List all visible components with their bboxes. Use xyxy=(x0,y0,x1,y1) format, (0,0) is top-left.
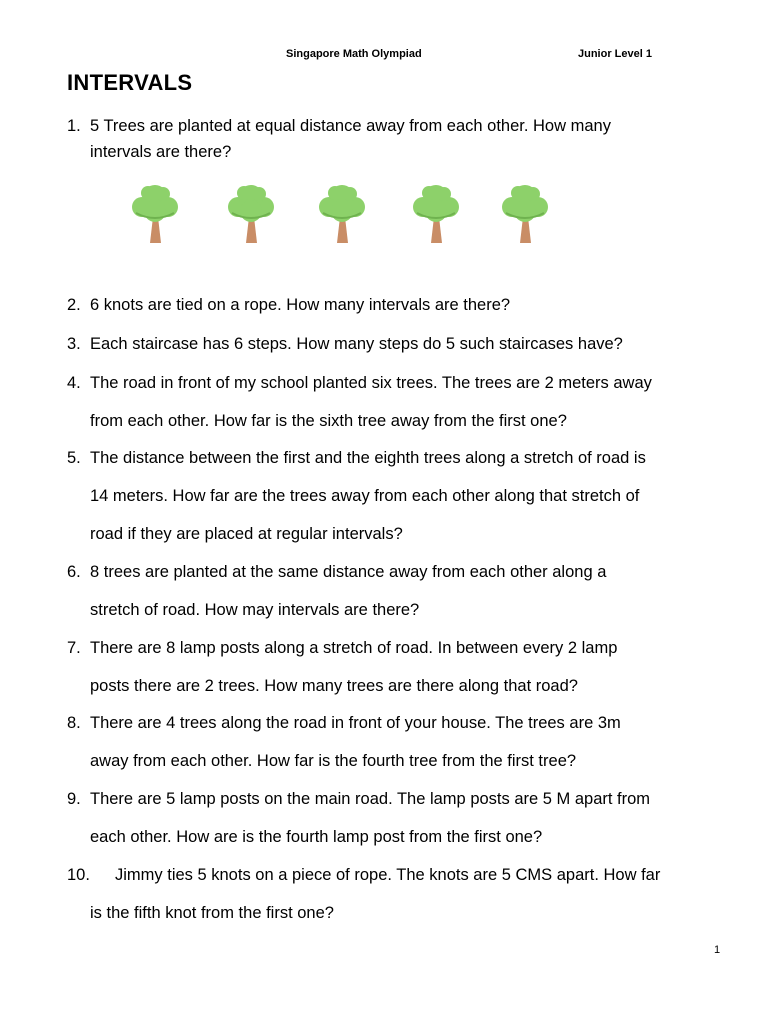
question-number: 1. xyxy=(67,117,81,135)
question-text: There are 4 trees along the road in front of your house. The trees are 3m xyxy=(90,714,621,732)
question-8 xyxy=(67,710,727,774)
page-title: INTERVALS xyxy=(67,70,193,95)
question-text: Each staircase has 6 steps. How many steps do 5 such staircases have? xyxy=(90,335,623,353)
question-5 xyxy=(67,445,727,547)
question-number: 6. xyxy=(67,563,81,581)
question-text: is the fifth knot from the first one? xyxy=(90,904,334,922)
question-text: There are 5 lamp posts on the main road. The lamp posts are 5 M apart from xyxy=(90,790,651,808)
question-text: each other. How are is the fourth lamp post from the first one? xyxy=(90,828,543,846)
header-source: Singapore Math Olympiad xyxy=(286,48,422,60)
question-number: 3. xyxy=(67,335,81,353)
question-text: away from each other. How far is the fourth tree from the first tree? xyxy=(90,752,577,770)
question-text: road if they are placed at regular intervals? xyxy=(90,525,403,543)
question-number: 7. xyxy=(67,639,81,657)
tree-illustration xyxy=(128,183,558,247)
question-text: 14 meters. How far are the trees away from each other along that stretch of xyxy=(90,487,640,505)
tree-icon xyxy=(128,183,182,245)
question-text: 5 Trees are planted at equal distance away from each other. How many xyxy=(90,117,611,135)
question-text: The road in front of my school planted six trees. The trees are 2 meters away xyxy=(90,374,652,392)
header-level: Junior Level 1 xyxy=(578,48,652,60)
question-10 xyxy=(67,862,727,926)
question-number: 10. xyxy=(67,866,90,884)
question-1 xyxy=(67,113,727,165)
question-number: 2. xyxy=(67,296,81,314)
question-9 xyxy=(67,786,727,850)
question-7 xyxy=(67,635,727,699)
tree-icon xyxy=(498,183,552,245)
question-text: 6 knots are tied on a rope. How many intervals are there? xyxy=(90,296,511,314)
tree-icon xyxy=(409,183,463,245)
question-text: Jimmy ties 5 knots on a piece of rope. The knots are 5 CMS apart. How far xyxy=(115,866,661,884)
question-4 xyxy=(67,370,727,434)
question-text: The distance between the first and the eighth trees along a stretch of road is xyxy=(90,449,646,467)
page-number: 1 xyxy=(714,944,721,956)
tree-icon xyxy=(224,183,278,245)
question-text: posts there are 2 trees. How many trees are there along that road? xyxy=(90,677,578,695)
question-3 xyxy=(67,331,727,357)
question-text: intervals are there? xyxy=(90,143,232,161)
question-text: from each other. How far is the sixth tree away from the first one? xyxy=(90,412,567,430)
question-text: 8 trees are planted at the same distance away from each other along a xyxy=(90,563,607,581)
question-text: stretch of road. How may intervals are there? xyxy=(90,601,420,619)
question-number: 4. xyxy=(67,374,81,392)
tree-icon xyxy=(315,183,369,245)
question-number: 8. xyxy=(67,714,81,732)
question-2 xyxy=(67,292,727,318)
question-number: 5. xyxy=(67,449,81,467)
question-6 xyxy=(67,559,727,623)
question-text: There are 8 lamp posts along a stretch of road. In between every 2 lamp xyxy=(90,639,618,657)
question-number: 9. xyxy=(67,790,81,808)
